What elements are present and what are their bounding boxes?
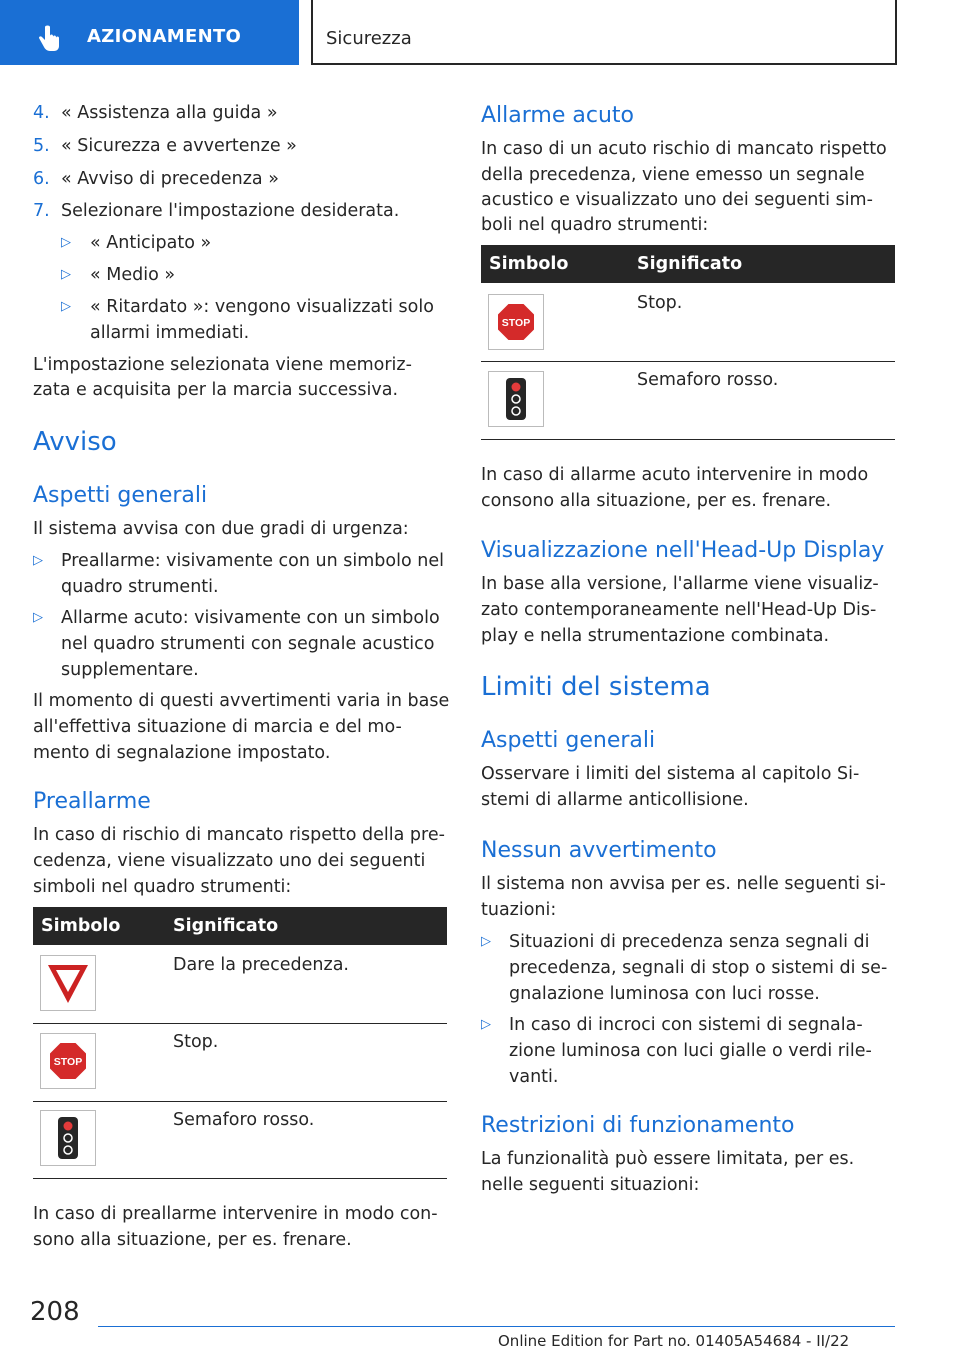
stop-sign-text: STOP [501, 317, 531, 329]
paragraph-line: tuazioni: [481, 900, 557, 920]
paragraph-line: In caso di un acuto rischio di mancato rispetto [481, 139, 887, 159]
traffic-light-icon [40, 1110, 96, 1166]
table-cell-meaning: Semaforo rosso. [637, 370, 779, 390]
list-item-line: Allarme acuto: visivamente con un simbolo [61, 608, 440, 628]
paragraph-line: In caso di allarme acuto intervenire in modo [481, 465, 869, 485]
stop-sign-icon [40, 1033, 96, 1089]
table-row-divider [481, 439, 895, 440]
section-label: AZIONAMENTO [87, 26, 242, 47]
paragraph-line: In base alla versione, l'allarme viene visualiz- [481, 574, 879, 594]
paragraph-line: stemi di allarme anticollisione. [481, 790, 749, 810]
paragraph-line: cedenza, viene visualizzato uno dei seguenti [33, 851, 426, 871]
table-cell-meaning: Stop. [637, 293, 683, 313]
list-item-line: vanti. [509, 1067, 559, 1087]
table-header [481, 245, 895, 283]
paragraph-line: mento di segnalazione impostato. [33, 743, 331, 763]
bullet-triangle-icon: ▷ [481, 1017, 491, 1032]
step-number: 5. [33, 136, 50, 156]
paragraph-line: In caso di preallarme intervenire in modo con- [33, 1204, 438, 1224]
footer-edition: Online Edition for Part no. 01405A54684 - II/22 [498, 1332, 850, 1350]
step-text: « Assistenza alla guida » [61, 103, 278, 123]
heading-nessun-avvertimento: Nessun avvertimento [481, 838, 717, 863]
paragraph-line: zato contemporaneamente nell'Head-Up Dis- [481, 600, 877, 620]
paragraph-line: La funzionalità può essere limitata, per es. [481, 1149, 855, 1169]
bullet-triangle-icon: ▷ [61, 299, 71, 314]
stop-sign-text: STOP [53, 1056, 83, 1068]
bullet-triangle-icon: ▷ [33, 610, 43, 625]
heading-allarme-acuto: Allarme acuto [481, 103, 634, 128]
heading-avviso: Avviso [33, 427, 117, 457]
paragraph-line: zata e acquisita per la marcia successiva. [33, 380, 399, 400]
paragraph-line: della precedenza, viene emesso un segnale [481, 165, 865, 185]
option-text: « Medio » [90, 265, 176, 285]
heading-aspetti-generali: Aspetti generali [481, 728, 656, 753]
paragraph-line: all'effettiva situazione di marcia e del mo- [33, 717, 402, 737]
table-cell-meaning: Stop. [173, 1032, 219, 1052]
table-header-meaning: Significato [637, 254, 743, 274]
paragraph-line: Il momento di questi avvertimenti varia in base [33, 691, 450, 711]
stop-sign-icon [488, 294, 544, 350]
paragraph-line: consono alla situazione, per es. frenare. [481, 491, 832, 511]
heading-head-up-display: Visualizzazione nell'Head-Up Display [481, 538, 885, 563]
option-text: « Ritardato »: vengono visualizzati solo [90, 297, 434, 317]
paragraph-line: nelle seguenti situazioni: [481, 1175, 700, 1195]
step-number: 6. [33, 169, 50, 189]
paragraph-line: acustico e visualizzato uno dei seguenti sim- [481, 190, 873, 210]
list-item-line: quadro strumenti. [61, 577, 219, 597]
table-cell-meaning: Dare la precedenza. [173, 955, 349, 975]
bullet-triangle-icon: ▷ [33, 553, 43, 568]
paragraph-line: Osservare i limiti del sistema al capitolo Si- [481, 764, 860, 784]
paragraph-line: In caso di rischio di mancato rispetto della pre- [33, 825, 445, 845]
table-header-symbol: Simbolo [489, 254, 569, 274]
paragraph-line: Il sistema avvisa con due gradi di urgenza: [33, 519, 409, 539]
table-header-meaning: Significato [173, 916, 279, 936]
table-row-divider [33, 1023, 447, 1024]
option-text: allarmi immediati. [90, 323, 250, 343]
list-item-line: In caso di incroci con sistemi di segnala- [509, 1015, 863, 1035]
table-header-symbol: Simbolo [41, 916, 121, 936]
paragraph-line: Il sistema non avvisa per es. nelle seguenti si- [481, 874, 886, 894]
step-text: « Avviso di precedenza » [61, 169, 279, 189]
heading-aspetti-generali: Aspetti generali [33, 483, 208, 508]
table-row-divider [481, 361, 895, 362]
list-item-line: gnalazione luminosa con luci rosse. [509, 984, 820, 1004]
traffic-light-icon [488, 371, 544, 427]
table-row-divider [33, 1101, 447, 1102]
paragraph-line: sono alla situazione, per es. frenare. [33, 1230, 352, 1250]
list-item-line: supplementare. [61, 660, 199, 680]
heading-preallarme: Preallarme [33, 789, 151, 814]
heading-limiti-del-sistema: Limiti del sistema [481, 672, 711, 702]
paragraph-line: L'impostazione selezionata viene memoriz- [33, 355, 412, 375]
paragraph-line: play e nella strumentazione combinata. [481, 626, 830, 646]
step-number: 4. [33, 103, 50, 123]
bullet-triangle-icon: ▷ [481, 934, 491, 949]
list-item-line: zione luminosa con luci gialle o verdi rile- [509, 1041, 872, 1061]
hand-pointer-icon [34, 24, 64, 54]
list-item-line: Situazioni di precedenza senza segnali di [509, 932, 870, 952]
list-item-line: nel quadro strumenti con segnale acustico [61, 634, 435, 654]
bullet-triangle-icon: ▷ [61, 235, 71, 250]
footer-divider [98, 1326, 895, 1327]
table-header [33, 907, 447, 945]
step-text: « Sicurezza e avvertenze » [61, 136, 297, 156]
header-title-box [311, 0, 897, 65]
step-number: 7. [33, 201, 50, 221]
option-text: « Anticipato » [90, 233, 212, 253]
heading-restrizioni: Restrizioni di funzionamento [481, 1113, 795, 1138]
page-number: 208 [30, 1297, 80, 1327]
bullet-triangle-icon: ▷ [61, 267, 71, 282]
page-title: Sicurezza [326, 28, 412, 49]
yield-sign-icon [40, 955, 96, 1011]
table-cell-meaning: Semaforo rosso. [173, 1110, 315, 1130]
step-text: Selezionare l'impostazione desiderata. [61, 201, 400, 221]
list-item-line: precedenza, segnali di stop o sistemi di se- [509, 958, 888, 978]
section-tab [0, 0, 299, 65]
table-row-divider [33, 1178, 447, 1179]
paragraph-line: boli nel quadro strumenti: [481, 215, 709, 235]
paragraph-line: simboli nel quadro strumenti: [33, 877, 292, 897]
list-item-line: Preallarme: visivamente con un simbolo nel [61, 551, 444, 571]
